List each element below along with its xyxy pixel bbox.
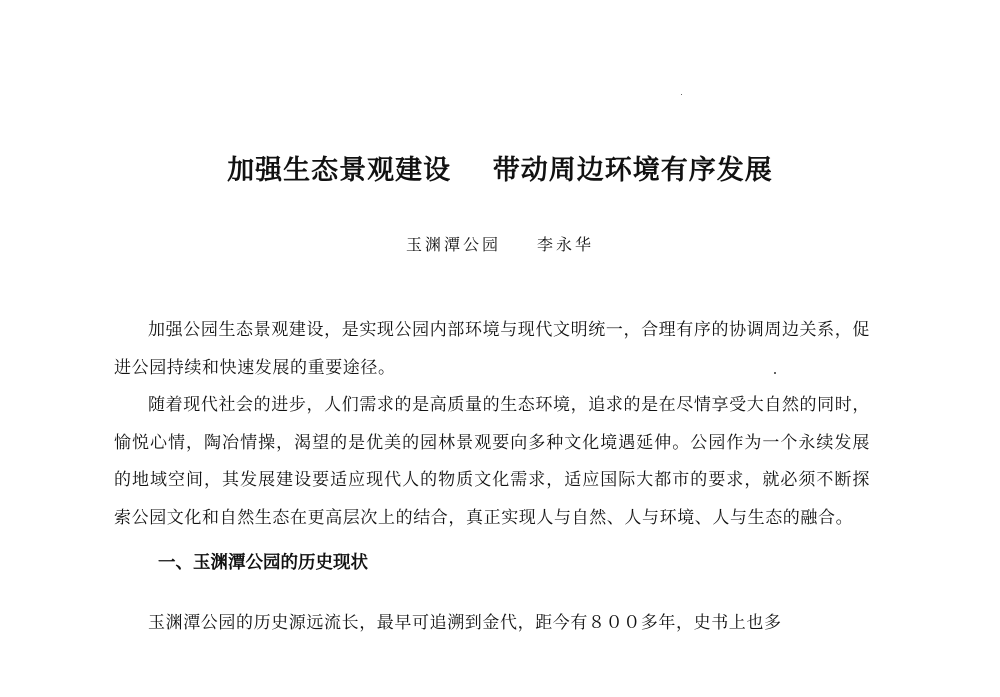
section-heading: 一、玉渊潭公园的历史现状 <box>158 553 368 573</box>
document-title: 加强生态景观建设 带动周边环境有序发展 <box>227 155 773 186</box>
scan-speck <box>774 372 776 374</box>
byline-author: 李永华 <box>537 235 595 254</box>
scan-speck <box>681 94 682 95</box>
byline-organization: 玉渊潭公园 <box>405 235 501 254</box>
byline <box>0 232 1000 255</box>
document-body <box>114 312 870 643</box>
paragraph-intro: 加强公园生态景观建设，是实现公园内部环境与现代文明统一，合理有序的协调周边关系，促进公园持续和快速发展的重要途径。 <box>114 320 870 378</box>
paragraph-history: 玉渊潭公园的历史源远流长，最早可追溯到金代，距今有８００多年，史书上也多 <box>148 613 782 633</box>
paragraph-context: 随着现代社会的进步，人们需求的是高质量的生态环境，追求的是在尽情享受大自然的同时，愉悦心情，陶冶情操，渴望的是优美的园林景观要向多种文化境遇延伸。公园作为一个永续发展的地域空间，其发展建设要适应现代人的物质文化需求，适应国际大都市的要求，就必须不断探索公园文化和自然生态在更高层次上的结合，真正实现人与自然、人与环境、人与生态的融合。 <box>114 395 870 528</box>
